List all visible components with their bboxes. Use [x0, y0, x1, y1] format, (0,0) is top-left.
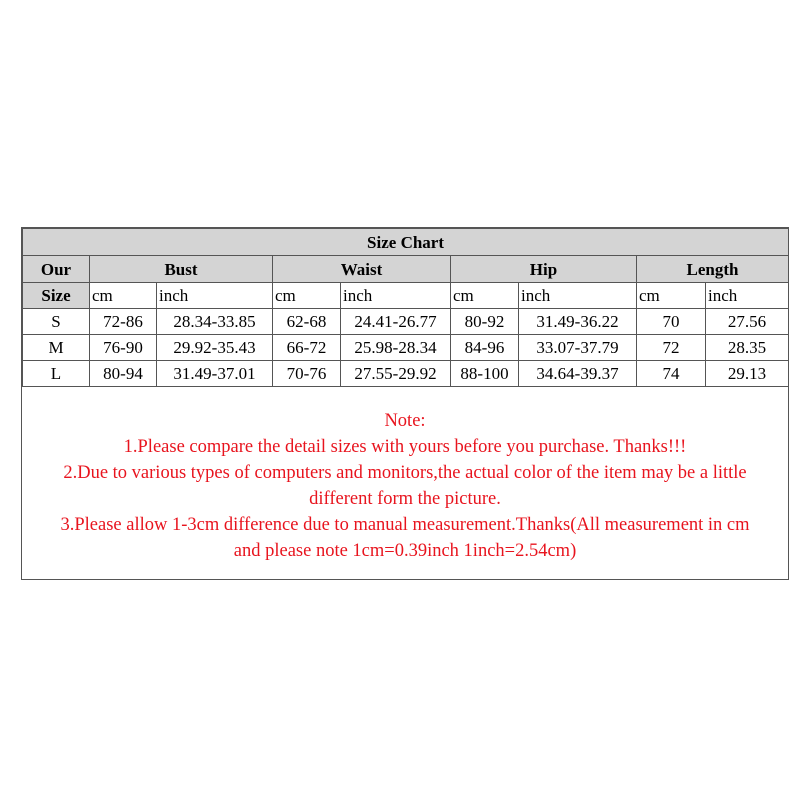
- unit-inch: inch: [519, 283, 637, 309]
- hip-inch: 31.49-36.22: [519, 309, 637, 335]
- note-line: 2.Due to various types of computers and monitors,the actual color of the item may be a little: [63, 463, 747, 483]
- size-chart-sheet: [21, 227, 789, 580]
- unit-cm: cm: [273, 283, 341, 309]
- note-heading: Note:: [384, 411, 426, 431]
- bust-inch: 31.49-37.01: [157, 361, 273, 387]
- our-size-header-top: Our: [23, 256, 90, 283]
- note-line: different form the picture.: [309, 489, 501, 509]
- note-line: 3.Please allow 1-3cm difference due to manual measurement.Thanks(All measurement in cm: [60, 515, 750, 535]
- note-section: [22, 381, 788, 579]
- unit-inch: inch: [157, 283, 273, 309]
- chart-title: Size Chart: [23, 229, 789, 256]
- size-label: M: [23, 335, 90, 361]
- waist-cm: 70-76: [273, 361, 341, 387]
- unit-cm: cm: [451, 283, 519, 309]
- bust-inch: 28.34-33.85: [157, 309, 273, 335]
- length-header: Length: [637, 256, 789, 283]
- waist-inch: 25.98-28.34: [341, 335, 451, 361]
- bust-header: Bust: [90, 256, 273, 283]
- hip-inch: 34.64-39.37: [519, 361, 637, 387]
- note-line: and please note 1cm=0.39inch 1inch=2.54cm): [233, 541, 577, 561]
- bust-inch: 29.92-35.43: [157, 335, 273, 361]
- length-cm: 74: [637, 361, 706, 387]
- bust-cm: 80-94: [90, 361, 157, 387]
- hip-cm: 84-96: [451, 335, 519, 361]
- waist-cm: 62-68: [273, 309, 341, 335]
- bust-cm: 76-90: [90, 335, 157, 361]
- note-line: 1.Please compare the detail sizes with yours before you purchase. Thanks!!!: [123, 437, 687, 457]
- table-row: [23, 309, 789, 335]
- hip-cm: 88-100: [451, 361, 519, 387]
- unit-cm: cm: [637, 283, 706, 309]
- length-inch: 29.13: [706, 361, 789, 387]
- waist-inch: 27.55-29.92: [341, 361, 451, 387]
- size-label: S: [23, 309, 90, 335]
- bust-cm: 72-86: [90, 309, 157, 335]
- size-chart-table: [22, 228, 789, 387]
- waist-inch: 24.41-26.77: [341, 309, 451, 335]
- hip-header: Hip: [451, 256, 637, 283]
- waist-cm: 66-72: [273, 335, 341, 361]
- length-inch: 27.56: [706, 309, 789, 335]
- unit-cm: cm: [90, 283, 157, 309]
- length-inch: 28.35: [706, 335, 789, 361]
- length-cm: 72: [637, 335, 706, 361]
- unit-inch: inch: [706, 283, 789, 309]
- unit-inch: inch: [341, 283, 451, 309]
- hip-cm: 80-92: [451, 309, 519, 335]
- hip-inch: 33.07-37.79: [519, 335, 637, 361]
- length-cm: 70: [637, 309, 706, 335]
- size-label: L: [23, 361, 90, 387]
- waist-header: Waist: [273, 256, 451, 283]
- our-size-header-bottom: Size: [23, 283, 90, 309]
- table-row: [23, 335, 789, 361]
